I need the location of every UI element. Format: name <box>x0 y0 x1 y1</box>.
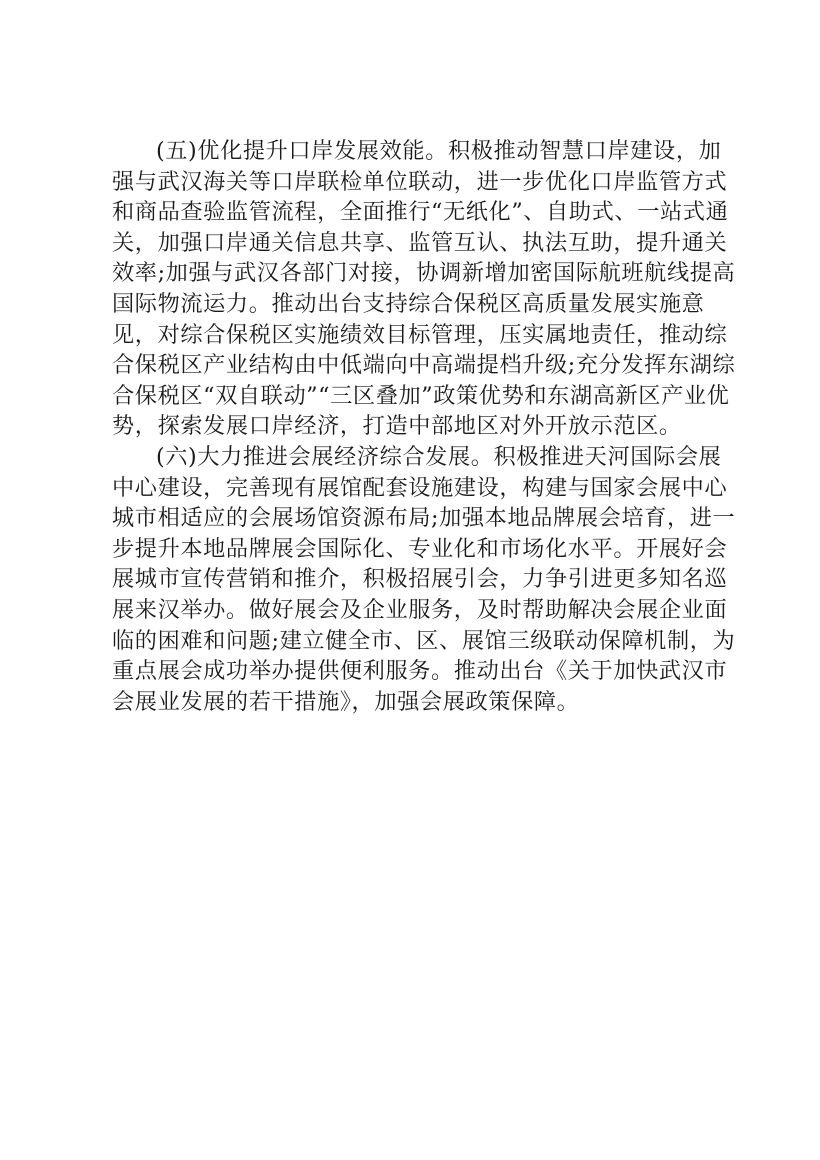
text-line: 会展业发展的若干措施》，加强会展政策保障。 <box>112 688 580 715</box>
text-line: (五)优化提升口岸发展效能。积极推动智慧口岸建设，加 <box>156 138 722 164</box>
text-line: 关，加强口岸通关信息共享、监管互认、执法互助，提升通关 <box>112 229 728 256</box>
text-line: 强与武汉海关等口岸联检单位联动，进一步优化口岸监管方式 <box>112 168 728 195</box>
text-line: 见，对综合保税区实施绩效目标管理，压实属地责任，推动综 <box>112 321 728 348</box>
text-line: 中心建设，完善现有展馆配套设施建设，构建与国家会展中心 <box>112 474 728 501</box>
text-line: 城市相适应的会展场馆资源布局;加强本地品牌展会培育，进一 <box>112 505 736 532</box>
text-line: 和商品查验监管流程，全面推行“无纸化”、自助式、一站式通 <box>112 199 729 226</box>
paragraph-port-efficiency <box>112 136 736 442</box>
text-line: (六)大力推进会展经济综合发展。积极推进天河国际会展 <box>156 443 722 470</box>
text-line: 合保税区产业结构由中低端向中高端提档升级;充分发挥东湖综 <box>112 352 736 379</box>
text-line: 效率;加强与武汉各部门对接，协调新增加密国际航班航线提高 <box>112 260 736 287</box>
paragraph-exhibition-economy <box>112 442 736 717</box>
text-line: 展城市宣传营销和推介，积极招展引会，力争引进更多知名巡 <box>112 566 728 593</box>
text-line: 步提升本地品牌展会国际化、专业化和市场化水平。开展好会 <box>112 535 728 562</box>
text-line: 国际物流运力。推动出台支持综合保税区高质量发展实施意 <box>112 290 705 317</box>
text-line: 重点展会成功举办提供便利服务。推动出台《关于加快武汉市 <box>112 658 728 685</box>
text-line: 势，探索发展口岸经济，打造中部地区对外开放示范区。 <box>112 413 682 440</box>
text-line: 合保税区“双自联动”“三区叠加”政策优势和东湖高新区产业优 <box>112 382 730 409</box>
document-body <box>112 136 736 717</box>
text-line: 展来汉举办。做好展会及企业服务，及时帮助解决会展企业面 <box>112 596 728 623</box>
text-line: 临的困难和问题;建立健全市、区、展馆三级联动保障机制，为 <box>112 627 736 654</box>
